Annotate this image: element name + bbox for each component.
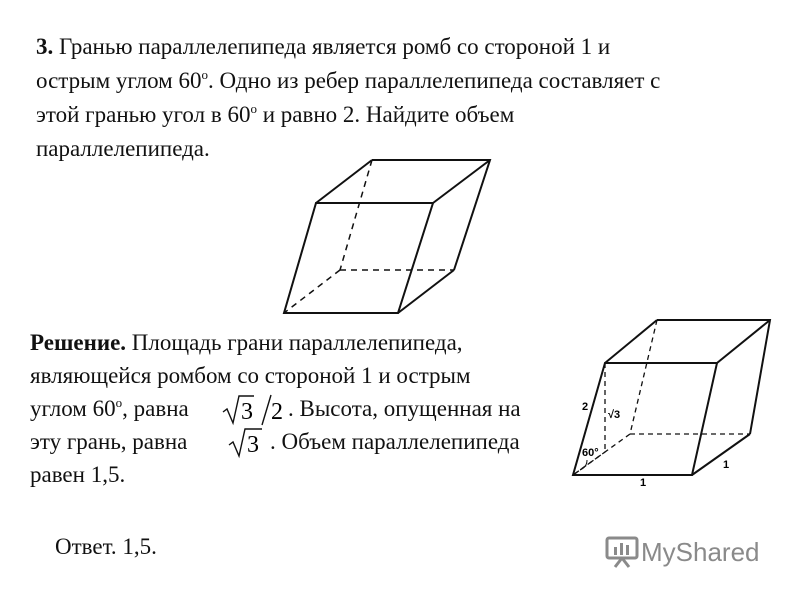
solution-label: Решение. [30,330,127,355]
problem-line-1: 3. Гранью параллелепипеда является ромб со стороной 1 и [36,34,611,59]
watermark [605,535,760,569]
solution-line-5: равен 1,5. [30,462,126,487]
solution-line-3: углом $60^о$, равна 3 2 . Высота, опущенная на [30,392,570,425]
problem-number: 3. [36,34,54,59]
myshared-logo-icon [605,535,641,569]
solution-text [30,326,570,491]
height-label: √3 [608,409,621,421]
watermark-text: MyShared [641,536,760,567]
sqrt3-over-2-formula [220,390,284,426]
edge-length-label: 2 [582,401,589,413]
base-side-label: 1 [640,477,647,489]
frac-denominator: 2 [271,398,283,425]
frac-numerator: 3 [241,398,253,425]
problem-line-3: этой гранью угол в $60^о$ и равно 2. Найдите объем [36,101,515,127]
parallelepiped-solution-figure [560,310,775,490]
solution-line-2: являющейся ромбом со стороной 1 и острым [30,363,471,388]
solution-line-1: Решение. Площадь грани параллелепипеда, [30,330,463,355]
parallelepiped-figure [280,155,510,320]
depth-side-label: 1 [723,459,730,471]
angle-label: 60° [582,447,599,459]
problem-text [36,30,772,166]
solution-line-4: эту грань, равна 3 . Объем параллелепипеда [30,425,570,458]
problem-line-4: параллелепипеда. [36,136,210,161]
sqrt3-formula [226,423,266,459]
answer-text: Ответ. 1,5. [55,534,157,559]
sqrt-radicand: 3 [247,431,259,458]
problem-line-2: острым углом $60^о$. Одно из ребер параллелепипеда составляет с [36,67,661,93]
